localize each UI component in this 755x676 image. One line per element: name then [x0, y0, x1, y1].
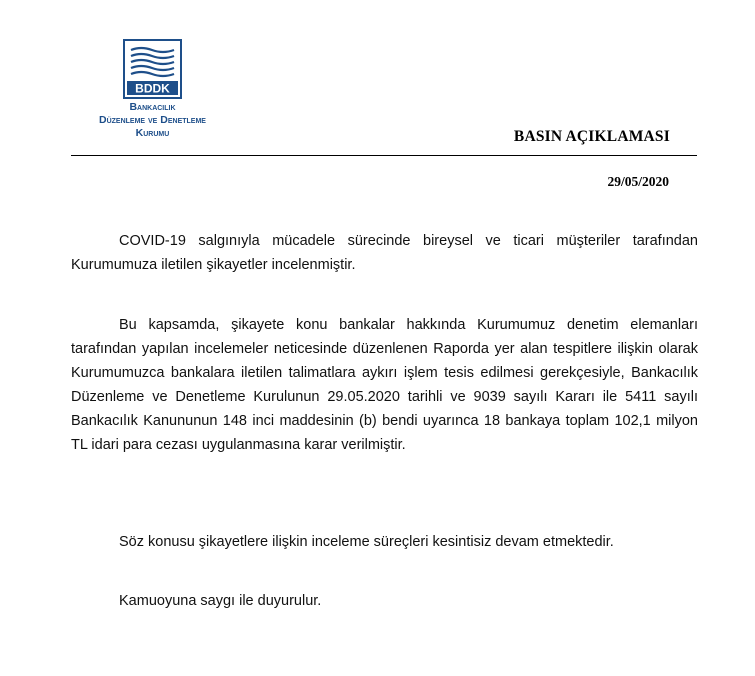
bddk-emblem-icon [125, 41, 180, 97]
org-name-line-3: Kurumu [135, 127, 170, 139]
document-title: BASIN AÇIKLAMASI [513, 128, 670, 145]
organization-name [60, 101, 245, 140]
paragraph-1: COVID-19 salgınıyla mücadele sürecinde bireysel ve ticari müşteriler tarafından Kurumumuza iletilen şikayetler incelenmiştir. [71, 233, 698, 273]
paragraph-2: Bu kapsamda, şikayete konu bankalar hakkında Kurumumuz denetim elemanları tarafından yapılan incelemeler neticesinde düzenlenen Raporda yer alan tespitlere ilişkin olarak Kurumumuzca bankalara iletilen talimatlara aykırı işlem tesis edilmesi gerekçesiyle, Bankacılık Düzenleme ve Denetleme Kurulunun 29.05.2020 tarihli ve 9039 sayılı Kararı ile 5411 sayılı Bankacılık Kanununun 148 inci maddesinin (b) bendi uyarınca 18 bankaya toplam 102,1 milyon TL idari para cezası uygulanmasına karar verilmiştir. [71, 317, 698, 453]
document-date: 29/05/2020 [607, 174, 669, 189]
header-divider [71, 155, 697, 156]
org-name-line-1: Bankacılık [129, 101, 176, 113]
org-name-line-2: Düzenleme ve Denetleme [99, 114, 206, 126]
paragraph-4: Kamuoyuna saygı ile duyurulur. [119, 593, 322, 609]
bddk-logo [123, 39, 182, 99]
paragraph-3: Söz konusu şikayetlere ilişkin inceleme süreçleri kesintisiz devam etmektedir. [119, 534, 614, 550]
logo-text: BDDK [135, 81, 170, 96]
